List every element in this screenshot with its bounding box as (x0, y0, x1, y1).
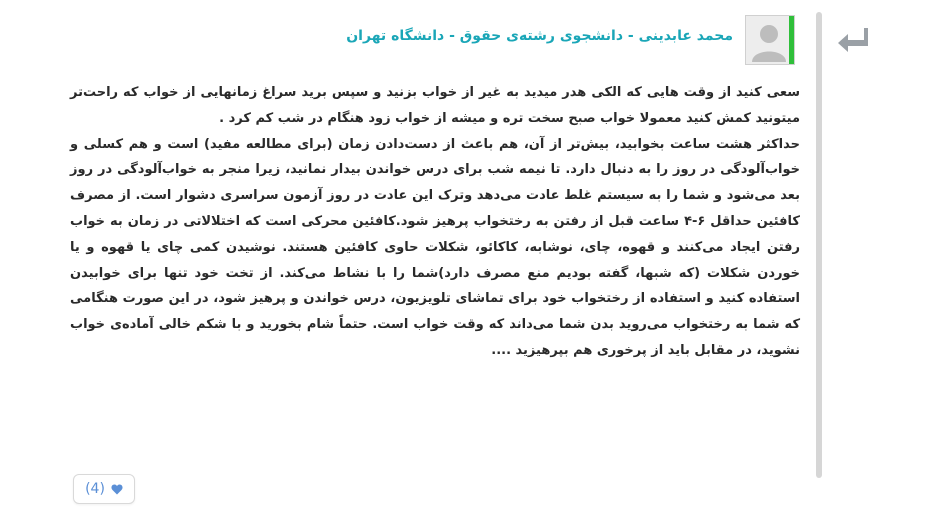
heart-icon (111, 484, 123, 495)
thread-divider (816, 12, 822, 478)
post-body (70, 80, 800, 364)
avatar[interactable] (745, 15, 795, 65)
like-button[interactable] (73, 474, 135, 504)
like-count: (4) (85, 481, 105, 497)
author-name[interactable]: محمد عابدینی - دانشجوی رشته‌ی حقوق - دانشگاه تهران (346, 28, 733, 44)
post-paragraph: سعی کنید از وقت هایی که الکی هدر میدید به غیر از خواب بزنید و سپس برید سراغ زمانهایی از خواب که راحت‌تر میتونید کمش کنید معمولا خواب صبح سخت تره و میشه از خواب زود هنگام در شب کم کرد . (70, 85, 800, 126)
avatar-status-stripe (789, 16, 794, 64)
reply-icon[interactable] (834, 22, 874, 58)
post-paragraph: حداکثر هشت ساعت بخوابید، بیش‌تر از آن، هم باعث از دست‌دادن زمان (برای مطالعه مفید) است و هم کسلی و خواب‌آلودگی در روز را به دنبال دارد. تا نیمه شب برای درس خواندن بیدار نمانید، زیرا منجر به خواب‌آلودگی در روز بعد می‌شود و شما را به سیستم غلط عادت می‌دهد وترک این عادت در روز آزمون سراسری دشوار است. از مصرف کافئین حداقل ۶-۴ ساعت قبل از رفتن به رختخواب پرهیز شود.کافئین محرکی است که اختلالاتی در زمان به خواب رفتن ایجاد می‌کنند و قهوه، چای، نوشابه، کاکائو، شکلات حاوی کافئین هستند. نوشیدن کمی چای یا قهوه و یا خوردن شکلات (که شبها، گفته بودیم منع مصرف دارد)شما را با نشاط می‌کند. از تخت خود تنها برای خوابیدن استفاده کنید و استفاده از رختخواب خود برای تماشای تلویزیون، درس خواندن و پرهیز شود، در این صورت هنگامی که شما به رختخواب می‌روید بدن شما می‌داند که وقت خواب است. حتماً شام بخورید و با شکم خالی آماده‌ی خواب نشوید، در مقابل باید از پرخوری هم بپرهیزید .... (70, 136, 800, 358)
